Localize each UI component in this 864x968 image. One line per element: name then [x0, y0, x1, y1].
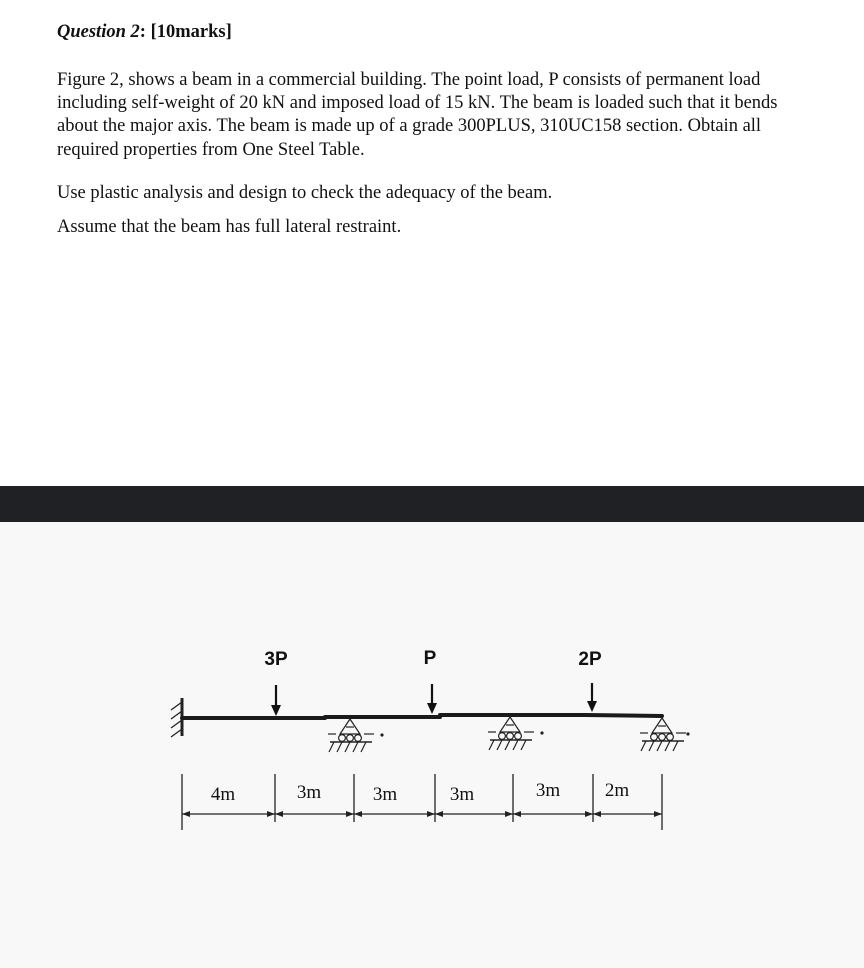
beam-diagram [0, 522, 864, 968]
problem-statement: Figure 2, shows a beam in a commercial building. The point load, P consists of permanent load including self-weight of 20 kN and imposed load of 15 kN. The beam is loaded such that it bends about the major axis. The beam is made up of a grade 300PLUS, 310UC158 section. Obtain all required properties from One Steel Table. [57, 70, 778, 160]
roller-support [488, 717, 543, 750]
load-label: 2P [578, 649, 602, 670]
roller-support [640, 718, 689, 751]
question-title [57, 22, 232, 43]
load-arrow [587, 683, 597, 712]
load-arrow [427, 684, 437, 714]
assumption-text: Assume that the beam has full lateral restraint. [57, 217, 402, 237]
span-label: 4m [210, 784, 236, 805]
load-label: P [423, 648, 437, 669]
roller-support [328, 719, 383, 752]
span-label: 3m [449, 784, 475, 805]
figure-area [0, 522, 864, 968]
span-label: 2m [604, 780, 630, 801]
title-colon: : [139, 22, 146, 42]
beam [182, 715, 662, 718]
question-marks: [10marks] [150, 22, 232, 42]
span-label: 3m [296, 782, 322, 803]
dimension-line [182, 774, 662, 830]
divider-bar [0, 486, 864, 522]
span-label: 3m [372, 784, 398, 805]
question-number: Question 2 [57, 22, 140, 42]
load-label: 3P [264, 649, 288, 670]
load-arrow [271, 685, 281, 716]
span-label: 3m [535, 780, 561, 801]
instruction-text: Use plastic analysis and design to check the adequacy of the beam. [57, 183, 553, 203]
